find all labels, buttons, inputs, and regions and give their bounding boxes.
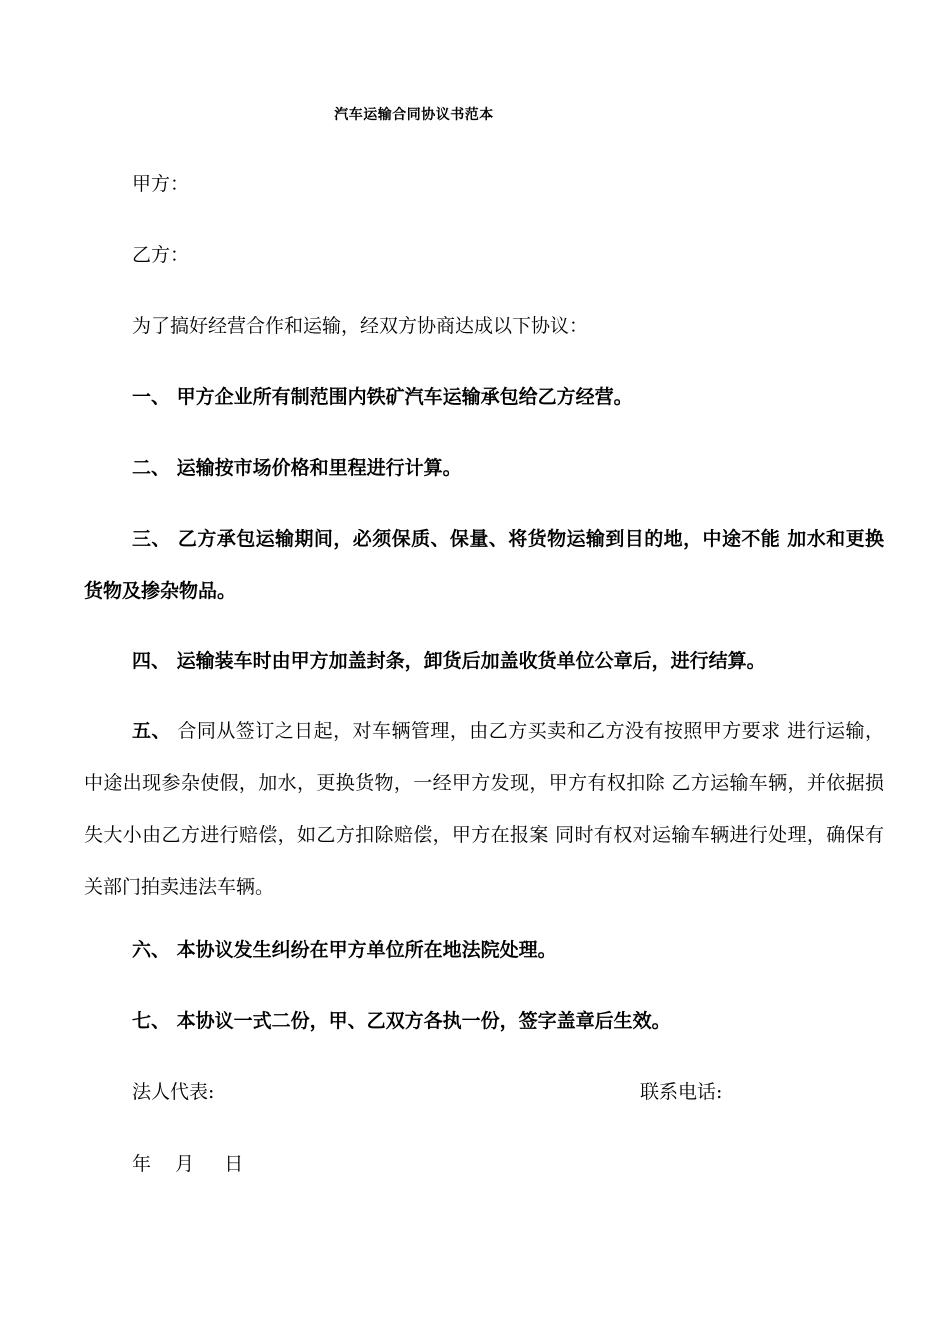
clause-5-text: 合同从签订之日起，对车辆管理，由乙方买卖和乙方没有按照甲方要求 进行运输，中途出现参杂使假，加水，更换货物，一经甲方发现，甲方有权扣除 乙方运输车辆，并依据损失大小由乙方进行赔偿，如乙方扣除赔偿，甲方在报案 同时有权对运输车辆进行处理，确保有关部门拍卖违法车辆。 (84, 720, 884, 898)
clause-7: 七、 本协议一式二份，甲、乙双方各执一份，签字盖章后生效。 (132, 1010, 671, 1032)
date-day: 日 (224, 1153, 244, 1175)
clause-2: 二、 运输按市场价格和里程进行计算。 (132, 457, 462, 479)
document-title: 汽车运输合同协议书范本 (334, 107, 494, 123)
signature-date (132, 1151, 243, 1177)
legal-representative-label: 法人代表: (132, 1081, 215, 1103)
party-b-label: 乙方： (132, 244, 190, 266)
date-month: 月 (175, 1153, 195, 1175)
clause-3: 三、 乙方承包运输期间，必须保质、保量、将货物运输到目的地，中途不能 加水和更换货物及掺杂物品。 (84, 528, 884, 602)
contact-phone-label: 联系电话: (640, 1081, 723, 1103)
clause-6: 六、 本协议发生纠纷在甲方单位所在地法院处理。 (132, 939, 557, 961)
party-a-label: 甲方： (132, 173, 190, 195)
clause-4: 四、 运输装车时由甲方加盖封条，卸货后加盖收货单位公章后，进行结算。 (132, 650, 766, 672)
clause-5-number: 五、 (132, 720, 171, 742)
date-year: 年 (132, 1153, 152, 1175)
agreement-intro: 为了搞好经营合作和运输，经双方协商达成以下协议： (132, 315, 589, 337)
clause-1: 一、 甲方企业所有制范围内铁矿汽车运输承包给乙方经营。 (132, 386, 633, 408)
clause-5 (84, 705, 884, 913)
